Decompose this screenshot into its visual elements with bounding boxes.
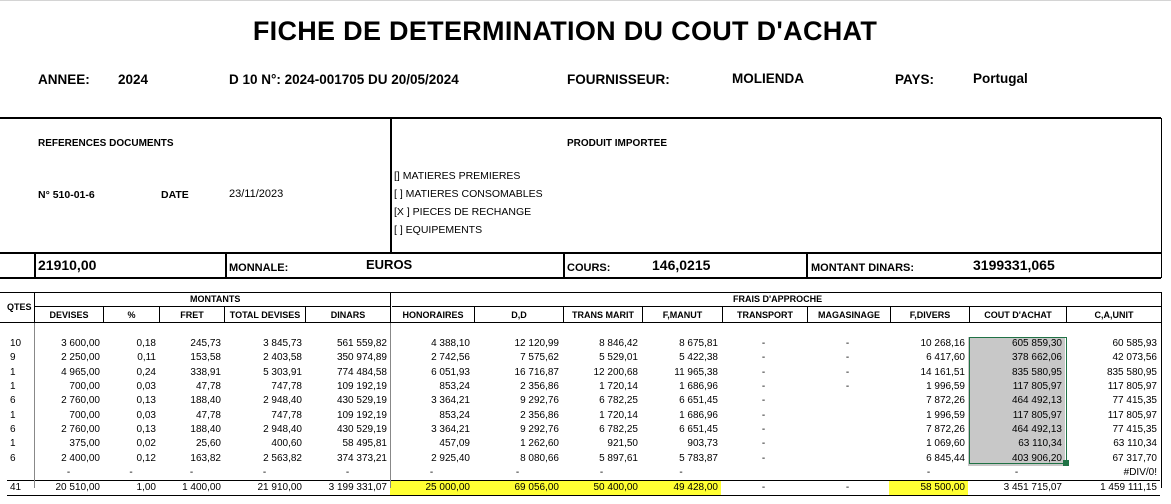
cell-ca-unit: 42 073,56 [1112, 352, 1157, 364]
cell-dd: - [515, 466, 520, 478]
cell-honoraires: 457,09 [439, 438, 470, 450]
cell-fret: 163,82 [190, 452, 221, 464]
cell-dd: 8 080,66 [520, 452, 559, 464]
col-header-percent: % [127, 310, 136, 320]
cell-percent: 0,13 [136, 423, 156, 435]
cell-transport: - [761, 438, 766, 450]
cell-dd: 2 356,86 [520, 381, 559, 393]
montants-group: MONTANTS [190, 294, 241, 304]
cell-fret: - [189, 466, 194, 478]
fill-handle[interactable] [1063, 460, 1069, 466]
cell-ca-unit: 60 585,93 [1112, 338, 1157, 350]
cell-devises: 3 600,00 [61, 338, 100, 350]
cell-magasinage: - [845, 338, 850, 350]
cell-fdivers: 6 417,60 [926, 352, 965, 364]
cell-selection[interactable] [969, 337, 1067, 464]
col-header-ca-unit: C,A,UNIT [1094, 310, 1134, 320]
cell-fmanut: 5 783,87 [679, 452, 718, 464]
cell-transport: - [761, 395, 766, 407]
divider [806, 253, 808, 278]
cell-honoraires: 853,24 [439, 381, 470, 393]
divider [563, 307, 564, 323]
cell-transport: - [761, 338, 766, 350]
cell-magasinage: - [845, 352, 850, 364]
total-dinars: 3 199 331,07 [328, 482, 387, 494]
cell-fret: 338,91 [190, 366, 221, 378]
cell-trans-marit: 5 897,61 [599, 452, 638, 464]
cell-magasinage: - [845, 366, 850, 378]
cell-percent: 0,12 [136, 452, 156, 464]
cell-magasinage [806, 451, 889, 465]
cell-dd: 9 292,76 [520, 395, 559, 407]
total-fdivers: 58 500,00 [889, 480, 968, 495]
cell-total-devises: 2 948,40 [263, 423, 302, 435]
produit-option-3: [X ] PIECES DE RECHANGE [394, 206, 532, 218]
col-header-dinars: DINARS [330, 310, 366, 320]
cell-fret: 188,40 [190, 395, 221, 407]
divider [34, 253, 36, 278]
cell-dinars: 350 974,89 [336, 352, 387, 364]
col-header-trans-marit: TRANS MARIT [572, 310, 634, 320]
montant-dinars-value: 3199331,065 [973, 257, 1055, 273]
pays-value: Portugal [973, 71, 1028, 86]
cell-qtes: 6 [10, 423, 16, 435]
cours-label: COURS: [567, 262, 611, 274]
cell-cout-achat: 464 492,13 [968, 394, 1065, 408]
cell-dd: 16 716,87 [514, 366, 559, 378]
cell-fret: 47,78 [195, 381, 221, 393]
cell-dd: 12 120,99 [514, 338, 559, 350]
total-cout-achat: 3 451 715,07 [1003, 482, 1062, 494]
cell-qtes: 10 [10, 338, 22, 350]
cell-trans-marit: 8 846,42 [599, 338, 638, 350]
divider [225, 253, 227, 278]
cell-dd: 1 262,60 [520, 438, 559, 450]
d10-reference: D 10 N°: 2024-001705 DU 20/05/2024 [229, 72, 459, 87]
cell-fdivers: 6 845,44 [926, 452, 965, 464]
cell-qtes: 1 [10, 381, 16, 393]
cell-total-devises: 2 948,40 [263, 395, 302, 407]
cell-transport: - [761, 409, 766, 421]
cell-devises: 2 760,00 [61, 423, 100, 435]
cell-total-devises: - [262, 466, 267, 478]
cell-honoraires: 3 364,21 [431, 423, 470, 435]
frais-group: FRAIS D'APPROCHE [733, 294, 823, 304]
produit-option-2: [ ] MATIERES CONSOMABLES [394, 188, 543, 200]
cell-cout-achat: - [1014, 466, 1019, 478]
cell-fdivers: 1 069,60 [926, 438, 965, 450]
cell-fret: 25,60 [195, 438, 221, 450]
cell-total-devises: 2 563,82 [263, 452, 302, 464]
qtes-header: QTES [7, 302, 32, 312]
cell-devises: 375,00 [69, 438, 100, 450]
cell-qtes: 9 [10, 352, 16, 364]
cell-fdivers: - [926, 466, 931, 478]
cell-fdivers: 1 996,59 [926, 381, 965, 393]
cell-fdivers: 1 996,59 [926, 409, 965, 421]
divider [103, 307, 104, 323]
cell-trans-marit: 12 200,68 [593, 366, 638, 378]
cell-honoraires: 2 925,40 [431, 452, 470, 464]
cell-ca-unit: 63 110,34 [1113, 438, 1157, 450]
cell-devises: 2 250,00 [61, 352, 100, 364]
annee-value: 2024 [118, 72, 149, 87]
cell-dinars: 430 529,19 [336, 395, 387, 407]
col-header-devises: DEVISES [49, 310, 89, 320]
cell-ca-unit: 67 317,70 [1112, 452, 1157, 464]
cell-percent: 0,18 [136, 338, 156, 350]
cell-ca-unit: 835 580,95 [1106, 366, 1157, 378]
cell-magasinage [806, 437, 889, 451]
cell-magasinage [806, 408, 889, 422]
cell-trans-marit: 6 782,25 [599, 395, 638, 407]
date-value: 23/11/2023 [229, 188, 284, 200]
cell-honoraires: 2 742,56 [431, 352, 470, 364]
cell-ca-unit: 117 805,97 [1107, 381, 1157, 393]
cell-magasinage: - [845, 381, 850, 393]
cell-cout-achat: 835 580,95 [968, 366, 1065, 380]
table-row [7, 466, 1160, 481]
monnale-value: EUROS [366, 257, 413, 272]
cell-fmanut: - [679, 466, 683, 478]
cell-trans-marit: 1 720,14 [599, 381, 638, 393]
cell-qtes: 6 [10, 452, 16, 464]
cell-fmanut: 6 651,45 [679, 395, 718, 407]
cell-magasinage [806, 466, 889, 481]
cell-devises: 2 760,00 [61, 395, 100, 407]
cell-dinars: 109 192,19 [336, 381, 387, 393]
cell-fret: 245,73 [190, 338, 221, 350]
cell-fret: 188,40 [190, 423, 221, 435]
date-label: DATE [161, 189, 189, 201]
page-title: FICHE DE DETERMINATION DU COUT D'ACHAT [252, 16, 878, 46]
total-qtes: 41 [10, 482, 22, 494]
divider [0, 277, 1161, 279]
pays-label: PAYS: [895, 72, 935, 87]
cell-dinars: 109 192,19 [336, 409, 387, 421]
cell-fmanut: 6 651,45 [679, 423, 718, 435]
cell-qtes: 1 [10, 409, 16, 421]
col-header-honoraires: HONORAIRES [402, 310, 464, 320]
cell-dd: 7 575,62 [520, 352, 559, 364]
col-header-transport: TRANSPORT [737, 310, 793, 320]
cell-dinars: 430 529,19 [336, 423, 387, 435]
col-header-fret: FRET [180, 310, 204, 320]
cell-devises: 700,00 [69, 381, 100, 393]
cell-dinars: - [345, 466, 350, 478]
cell-fret: 47,78 [195, 409, 221, 421]
cell-dd: 9 292,76 [520, 423, 559, 435]
divider [563, 253, 565, 278]
cell-dinars: 58 495,81 [342, 438, 387, 450]
cell-fdivers: 7 872,26 [926, 395, 965, 407]
fournisseur-value: MOLIENDA [732, 71, 804, 86]
cell-percent: 0,03 [136, 409, 156, 421]
divider [224, 307, 225, 323]
cell-trans-marit: - [599, 466, 604, 478]
col-header-total-devises: TOTAL DEVISES [229, 310, 301, 320]
col-header-magasinage: MAGASINAGE [817, 310, 880, 320]
divider [390, 292, 391, 323]
divider [390, 118, 392, 253]
fournisseur-label: FOURNISSEUR: [567, 72, 670, 87]
cell-honoraires: 4 388,10 [431, 338, 470, 350]
cell-qtes [7, 466, 34, 481]
cell-percent: 0,13 [136, 395, 156, 407]
col-header-fdivers: F,DIVERS [909, 310, 951, 320]
cell-total-devises: 400,60 [271, 438, 302, 450]
gridline [0, 0, 1171, 1]
cell-total-devises: 2 403,58 [263, 352, 302, 364]
cell-dd: 2 356,86 [520, 409, 559, 421]
cell-cout-achat: 605 859,30 [968, 337, 1065, 351]
total-ca-unit: 1 459 111,15 [1100, 482, 1157, 494]
divider [969, 307, 970, 323]
cell-cout-achat: 378 662,06 [968, 351, 1065, 365]
cell-devises: 4 965,00 [61, 366, 100, 378]
cell-fdivers: 10 268,16 [920, 338, 965, 350]
divider [305, 307, 306, 323]
cell-transport: - [761, 452, 766, 464]
cell-total-devises: 747,78 [271, 409, 302, 421]
cell-transport: - [761, 352, 766, 364]
cell-fdivers: 14 161,51 [920, 366, 965, 378]
divider [34, 323, 35, 488]
divider [0, 252, 1161, 254]
amount-devises: 21910,00 [38, 257, 97, 273]
totals-row [7, 480, 1160, 495]
cell-percent: - [129, 466, 133, 478]
cell-transport: - [761, 423, 766, 435]
divider [159, 307, 160, 323]
cell-total-devises: 3 845,73 [263, 338, 302, 350]
divider [1161, 118, 1162, 278]
cell-fret: 153,58 [190, 352, 221, 364]
cell-cout-achat: 464 492,13 [968, 423, 1065, 437]
total-trans-marit: 50 400,00 [562, 480, 641, 495]
cell-total-devises: 747,78 [271, 381, 302, 393]
cours-value: 146,0215 [652, 257, 711, 273]
cell-ca-unit: 117 805,97 [1107, 409, 1157, 421]
reference-number: N° 510-01-6 [38, 189, 95, 201]
cell-honoraires: 3 364,21 [431, 395, 470, 407]
cell-transport: - [761, 381, 766, 393]
cell-magasinage [806, 394, 889, 408]
cell-qtes: 6 [10, 395, 16, 407]
cell-ca-unit: 77 415,35 [1112, 395, 1157, 407]
cell-percent: 0,02 [136, 438, 156, 450]
total-honoraires: 25 000,00 [390, 480, 473, 495]
cell-fmanut: 1 686,96 [679, 381, 718, 393]
cell-honoraires: 6 051,93 [431, 366, 470, 378]
col-header-cout-achat: COUT D'ACHAT [984, 310, 1052, 320]
divider [642, 307, 643, 323]
divider [390, 323, 391, 488]
cell-devises: - [66, 466, 71, 478]
divider [890, 307, 891, 323]
cell-trans-marit: 1 720,14 [599, 409, 638, 421]
cell-fmanut: 8 675,81 [679, 338, 718, 350]
cell-cout-achat: 117 805,97 [968, 380, 1065, 394]
produit-option-4: [ ] EQUIPEMENTS [394, 224, 483, 236]
col-header-dd: D,D [511, 310, 527, 320]
cell-fmanut: 5 422,38 [679, 352, 718, 364]
produit-option-1: [] MATIERES PREMIERES [394, 170, 521, 182]
divider [1066, 307, 1067, 323]
divider [0, 322, 1161, 323]
divider [1161, 292, 1162, 488]
divider [722, 307, 723, 323]
divider [34, 306, 390, 307]
col-header-fmanut: F,MANUT [662, 310, 703, 320]
divider [474, 307, 475, 323]
cell-dinars: 561 559,82 [336, 338, 387, 350]
cell-transport: - [761, 366, 766, 378]
cell-ca-unit: #DIV/0! [1123, 466, 1157, 478]
cell-devises: 700,00 [69, 409, 100, 421]
references-label: REFERENCES DOCUMENTS [38, 138, 174, 149]
cell-dinars: 374 373,21 [336, 452, 387, 464]
cell-qtes: 1 [10, 438, 16, 450]
cell-transport [721, 466, 806, 481]
cell-percent: 0,03 [136, 381, 156, 393]
cell-cout-achat: 117 805,97 [968, 408, 1065, 422]
cell-dinars: 774 484,58 [336, 366, 387, 378]
cell-cout-achat: 403 906,20 [968, 451, 1065, 465]
montant-dinars-label: MONTANT DINARS: [811, 262, 915, 274]
cell-qtes: 1 [10, 366, 16, 378]
cell-total-devises: 5 303,91 [263, 366, 302, 378]
total-fret: 1 400,00 [182, 482, 221, 494]
divider [0, 117, 1161, 119]
cell-magasinage [806, 423, 889, 437]
divider [0, 292, 1161, 293]
annee-label: ANNEE: [38, 72, 90, 87]
total-total-devises: 21 910,00 [257, 482, 302, 494]
total-devises: 20 510,00 [55, 482, 100, 494]
total-dd: 69 056,00 [473, 480, 562, 495]
total-fmanut: 49 428,00 [641, 480, 721, 495]
cell-percent: 0,11 [137, 352, 156, 364]
divider [807, 307, 808, 323]
cell-trans-marit: 5 529,01 [599, 352, 638, 364]
total-transport: - [761, 482, 766, 494]
cell-fdivers: 7 872,26 [926, 423, 965, 435]
total-percent: 1,00 [136, 482, 156, 494]
cell-fmanut: 903,73 [687, 438, 718, 450]
cell-trans-marit: 6 782,25 [599, 423, 638, 435]
cell-fmanut: 11 965,38 [674, 366, 718, 378]
cell-cout-achat: 63 110,34 [968, 437, 1065, 451]
cell-percent: 0,24 [136, 366, 156, 378]
cell-ca-unit: 77 415,35 [1112, 423, 1157, 435]
total-magasinage: - [845, 482, 850, 494]
divider [392, 306, 1161, 307]
produit-label: PRODUIT IMPORTEE [567, 138, 668, 149]
cell-honoraires: - [429, 466, 434, 478]
cell-fmanut: 1 686,96 [679, 409, 718, 421]
monnale-label: MONNALE: [229, 262, 289, 274]
cell-trans-marit: 921,50 [607, 438, 638, 450]
cell-honoraires: 853,24 [439, 409, 470, 421]
cell-devises: 2 400,00 [61, 452, 100, 464]
